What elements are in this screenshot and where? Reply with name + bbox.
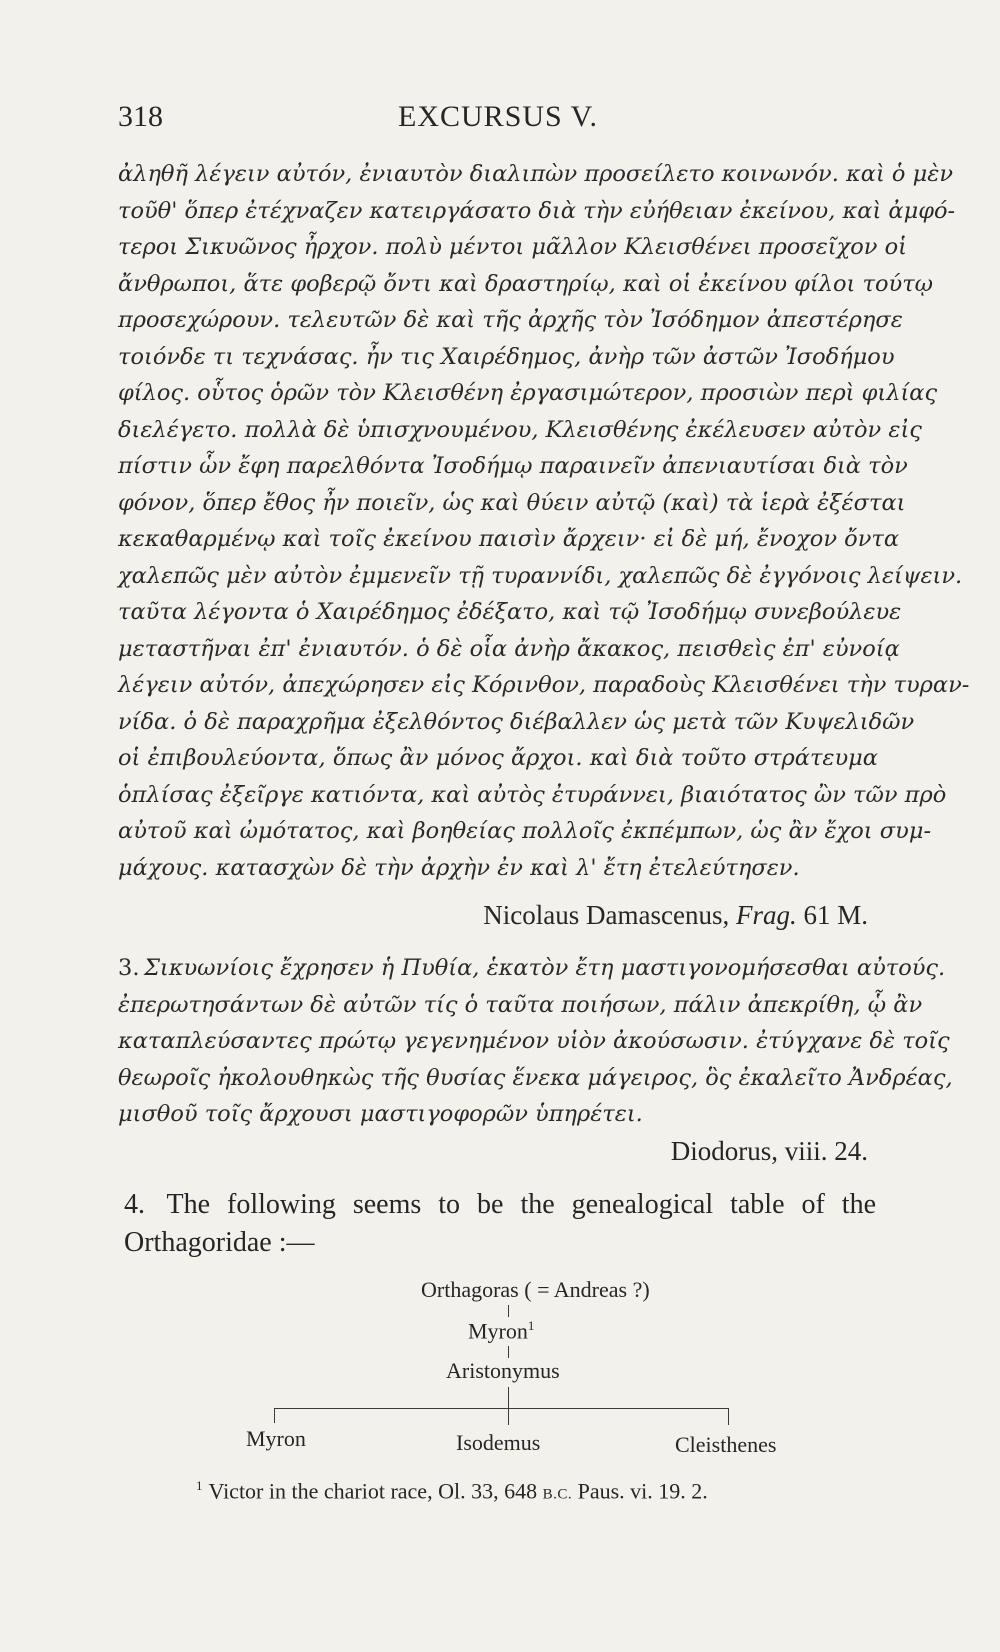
footnote-era: B.C. (542, 1486, 573, 1503)
greek-line (118, 558, 963, 595)
text-line: ταῦτα λέγοντα ὁ Χαιρέδημος ἐδέξατο, καὶ τῷ Ἰσοδήμῳ συνεβούλευε (118, 599, 902, 625)
tree-sibling-line (274, 1408, 728, 1409)
greek-line (118, 521, 900, 558)
greek-line (118, 229, 907, 266)
tree-node-myron (468, 1318, 534, 1344)
greek-line (118, 339, 895, 376)
greek-line (118, 667, 970, 704)
section-4-line-1 (124, 1186, 876, 1224)
greek-line (118, 1023, 950, 1060)
text-line: κεκαθαρμένῳ καὶ τοῖς ἐκείνου παισὶν ἄρχειν· εἰ δὲ μή, ἔνοχον ὄντα (118, 526, 900, 552)
text-line: αὐτοῦ καὶ ὠμότατος, καὶ βοηθείας πολλοῖς ἐκπέμπων, ὡς ἂν ἔχοι συμ- (118, 818, 932, 844)
section-4-text (124, 1186, 876, 1262)
text-line: καταπλεύσαντες πρώτῳ γεγενημένον υἱὸν ἀκούσωσιν. ἐτύγχανε δὲ τοῖς (118, 1028, 950, 1054)
tree-child-cleisthenes: Cleisthenes (675, 1432, 777, 1457)
greek-line (118, 950, 946, 987)
section-number: 4. (124, 1189, 145, 1220)
footnote-marker: 1 (196, 1478, 203, 1493)
page-title: EXCURSUS V. (398, 100, 598, 133)
tree-connector (274, 1408, 275, 1423)
greek-line (118, 266, 933, 303)
text-line: διελέγετο. πολλὰ δὲ ὑπισχνουμένου, Κλεισθένης ἐκέλευσεν αὐτὸν εἰς (118, 416, 922, 443)
greek-line (118, 777, 947, 814)
greek-line (118, 631, 900, 668)
citation-nicolaus (483, 900, 868, 931)
text-line: ἀληθῆ λέγειν αὐτόν, ἐνιαυτὸν διαλιπὼν προσείλετο κοινωνόν. καὶ ὁ μὲν (118, 161, 953, 187)
greek-passage-1 (118, 156, 970, 886)
text-line: φόνον, ὅπερ ἔθος ἦν ποιεῖν, ὡς καὶ θύειν αὐτῷ (καὶ) τὰ ἱερὰ ἐξέσται (118, 489, 906, 516)
text-line: τοῦθ' ὅπερ ἐτέχναζεν κατειργάσατο διὰ τὴν εὐήθειαν ἐκείνου, καὶ ἀμφό- (118, 197, 956, 224)
text-line: νίδα. ὁ δὲ παραχρῆμα ἐξελθόντος διέβαλλεν ὡς μετὰ τῶν Κυψελιδῶν (118, 708, 915, 735)
tree-connector (728, 1408, 729, 1425)
tree-connector (508, 1305, 509, 1317)
greek-line (118, 375, 938, 412)
tree-node-aristonymus: Aristonymus (446, 1358, 560, 1383)
section-4-intro: The following seems to be the genealogical table of the (166, 1189, 876, 1220)
footnote-ref-marker: 1 (527, 1318, 535, 1333)
citation-author: Nicolaus Damascenus, (483, 900, 730, 930)
greek-line (118, 850, 878, 887)
footnote-text: Victor in the chariot race, Ol. 33, 648 (208, 1478, 538, 1504)
text-line: μεταστῆναι ἐπ' ἐνιαυτόν. ὁ δὲ οἷα ἀνὴρ ἄκακος, πεισθεὶς ἐπ' εὐνοίᾳ (118, 635, 900, 662)
text-line: οἱ ἐπιβουλεύοντα, ὅπως ἂν μόνος ἄρχοι. καὶ διὰ τοῦτο στράτευμα (118, 745, 878, 771)
text-line: ὁπλίσας ἐξεῖργε κατιόντα, καὶ αὐτὸς ἐτυράννει, βιαιότατος ὢν τῶν πρὸ (118, 781, 947, 808)
footnote (196, 1478, 708, 1504)
tree-connector (508, 1408, 509, 1425)
greek-line (118, 448, 908, 485)
section-4-line-2: Orthagoridae :— (124, 1227, 315, 1258)
citation-reference: 61 M. (803, 900, 868, 930)
text-line: ἐπερωτησάντων δὲ αὐτῶν τίς ὁ ταῦτα ποιήσων, πάλιν ἀπεκρίθη, ᾧ ἂν (118, 991, 923, 1018)
text-line: προσεχώρουν. τελευτῶν δὲ καὶ τῆς ἀρχῆς τὸν Ἰσόδημον ἀπεστέρησε (118, 307, 903, 333)
greek-line (118, 740, 878, 777)
greek-line (118, 813, 932, 850)
greek-line (118, 302, 903, 339)
greek-passage-2 (118, 950, 953, 1133)
tree-connector (508, 1387, 509, 1408)
greek-line (118, 156, 953, 193)
greek-line (118, 594, 902, 631)
text-line: πίστιν ὧν ἔφη παρελθόντα Ἰσοδήμῳ παραινεῖν ἀπενιαυτίσαι διὰ τὸν (118, 453, 908, 479)
text-line: φίλος. οὗτος ὁρῶν τὸν Κλεισθένη ἐργασιμώτερον, προσιὼν περὶ φιλίας (118, 380, 938, 406)
text-line: τεροι Σικυῶνος ἦρχον. πολὺ μέντοι μᾶλλον Κλεισθένει προσεῖχον οἱ (118, 234, 907, 260)
text-line: τοιόνδε τι τεχνάσας. ἦν τις Χαιρέδημος, ἀνὴρ τῶν ἀστῶν Ἰσοδήμου (118, 343, 895, 370)
greek-line (118, 412, 922, 449)
tree-connector (508, 1346, 509, 1358)
text-line: λέγειν αὐτόν, ἀπεχώρησεν εἰς Κόρινθον, παραδοὺς Κλεισθένει τὴν τυραν- (118, 672, 970, 698)
page-number: 318 (118, 100, 163, 133)
text-line: χαλεπῶς μὲν αὐτὸν ἐμμενεῖν τῇ τυραννίδι, χαλεπῶς δὲ ἐγγόνοις λείψειν. (118, 562, 963, 589)
text-line: μισθοῦ τοῖς ἄρχουσι μαστιγοφορῶν ὑπηρέτει. (118, 1101, 643, 1127)
text-line: Σικυωνίοις ἔχρησεν ἡ Πυθία, ἑκατὸν ἔτη μαστιγονομήσεσθαι αὐτούς. (144, 955, 946, 981)
footnote-reference: Paus. vi. 19. 2. (577, 1478, 708, 1504)
text-line: θεωροῖς ἠκολουθηκὼς τῆς θυσίας ἕνεκα μάγειρος, ὃς ἐκαλεῖτο Ἀνδρέας, (118, 1064, 953, 1091)
tree-child-isodemus: Isodemus (456, 1430, 541, 1455)
tree-child-myron: Myron (246, 1426, 306, 1451)
tree-node-myron-name: Myron (468, 1318, 528, 1344)
running-head (118, 100, 878, 140)
text-line: μάχους. κατασχὼν δὲ τὴν ἀρχὴν ἐν καὶ λ' ἔτη ἐτελεύτησεν. (118, 854, 800, 881)
greek-line (118, 987, 923, 1024)
greek-line (118, 704, 915, 741)
greek-line (118, 1096, 878, 1133)
greek-line (118, 485, 906, 522)
citation-diodorus: Diodorus, viii. 24. (670, 1136, 868, 1166)
tree-node-orthagoras: Orthagoras ( = Andreas ?) (421, 1277, 650, 1302)
citation-work: Frag. (735, 900, 797, 930)
greek-line (118, 193, 956, 230)
greek-line (118, 1060, 953, 1097)
text-line: ἄνθρωποι, ἅτε φοβερῷ ὄντι καὶ δραστηρίῳ, καὶ οἱ ἐκείνου φίλοι τούτῳ (118, 270, 933, 297)
section-number: 3. (118, 955, 140, 981)
